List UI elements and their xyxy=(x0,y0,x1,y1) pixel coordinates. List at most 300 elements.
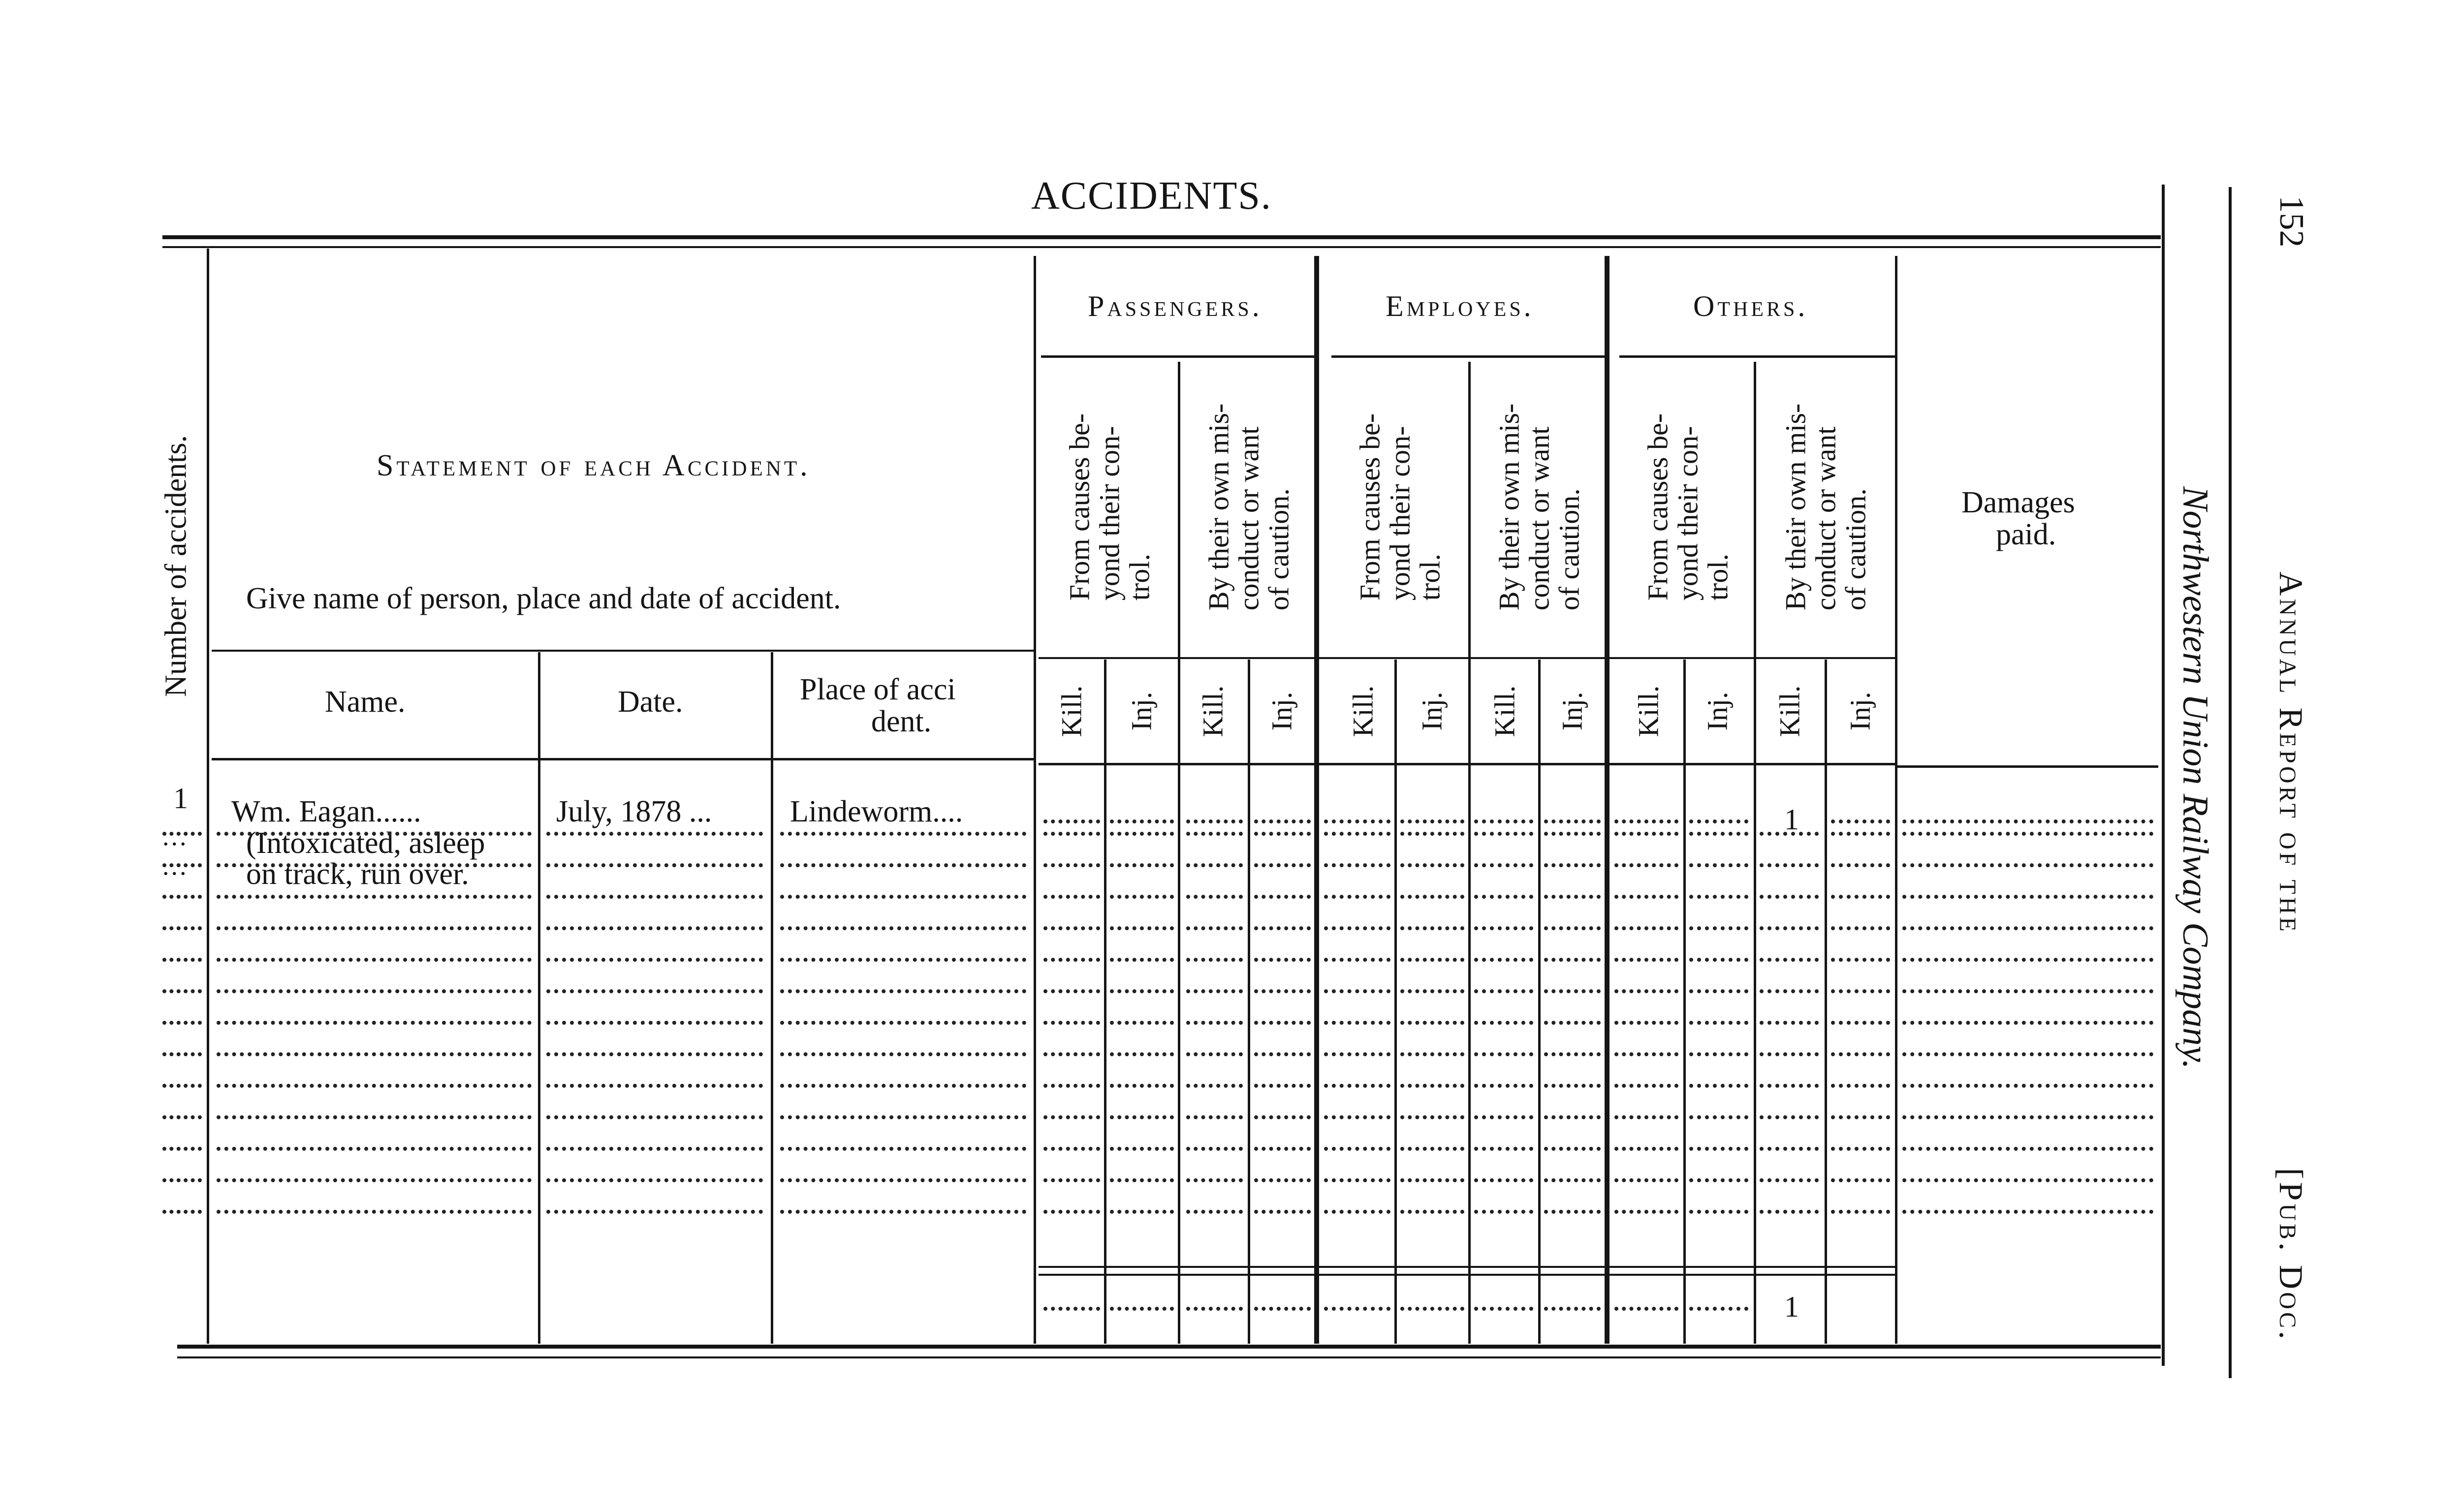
total-leader-dots xyxy=(1186,1307,1243,1311)
damages-header-1: Damages xyxy=(1961,486,2075,519)
leader-dots xyxy=(1186,1084,1243,1088)
leader-dots xyxy=(1474,863,1533,867)
leader-dots xyxy=(1110,819,1174,823)
leader-dots xyxy=(1110,832,1174,836)
leader-dots xyxy=(1831,926,1890,930)
leader-dots xyxy=(217,1115,532,1119)
leader-dots xyxy=(1474,989,1533,993)
leader-dots xyxy=(1760,863,1819,867)
leader-dots xyxy=(1254,926,1311,930)
oth-beyond-split xyxy=(1683,660,1686,1344)
leader-dots xyxy=(1474,1021,1533,1025)
leader-dots xyxy=(1254,1147,1311,1151)
leader-dots xyxy=(1110,1084,1174,1088)
leader-dots xyxy=(1760,1178,1819,1182)
leader-dots xyxy=(1110,895,1174,899)
cause-bottom-rule xyxy=(1039,657,1895,659)
statement-header: Statement of each Accident. xyxy=(377,449,811,482)
leader-dots xyxy=(780,1210,1026,1214)
leader-dots xyxy=(1043,895,1100,899)
leader-dots xyxy=(1902,863,2153,867)
leader-dots xyxy=(1689,926,1748,930)
divider-employes-end xyxy=(1605,256,1609,1344)
emp-beyond-split xyxy=(1394,660,1397,1344)
row-2-number: ... xyxy=(162,821,189,851)
leader-dots xyxy=(1544,958,1601,962)
row-3-name: on track, run over. xyxy=(246,857,469,891)
leader-dots xyxy=(1400,1210,1464,1214)
pub-doc: [Pub. Doc. xyxy=(2272,1168,2310,1342)
leader-dots xyxy=(1254,1084,1311,1088)
total-leader-dots xyxy=(1614,1307,1678,1311)
leader-dots xyxy=(1043,832,1100,836)
leader-dots xyxy=(1110,926,1174,930)
leader-dots xyxy=(217,895,532,899)
leader-dots xyxy=(546,989,763,993)
leader-dots xyxy=(1043,958,1100,962)
leader-dots xyxy=(1544,1084,1601,1088)
running-head: Annual Report of the xyxy=(2272,571,2310,935)
leader-dots xyxy=(162,989,202,993)
leader-dots xyxy=(1902,958,2153,962)
leader-dots xyxy=(1689,989,1748,993)
leader-dots xyxy=(1689,1052,1748,1056)
leader-dots xyxy=(1831,1178,1890,1182)
leader-dots xyxy=(162,832,202,836)
leader-dots xyxy=(1760,832,1819,836)
leader-dots xyxy=(1474,1210,1533,1214)
leader-dots xyxy=(1614,819,1678,823)
leader-dots xyxy=(1254,1115,1311,1119)
right-margin-rule-2 xyxy=(2229,187,2232,1378)
leader-dots xyxy=(1689,1084,1748,1088)
leader-dots xyxy=(1254,1178,1311,1182)
oth-beyond-header: From causes be- yond their con- trol. xyxy=(1641,413,1734,601)
emp-beyond-kill: Kill. xyxy=(1347,685,1379,737)
leader-dots xyxy=(546,926,763,930)
leader-dots xyxy=(162,863,202,867)
leader-dots xyxy=(1324,819,1390,823)
leader-dots xyxy=(1324,958,1390,962)
pass-own-header: By their own mis- conduct or want of caution. xyxy=(1202,403,1295,611)
leader-dots xyxy=(1186,926,1243,930)
leader-dots xyxy=(1186,832,1243,836)
leader-dots xyxy=(217,1178,532,1182)
emp-own-split xyxy=(1538,660,1541,1344)
leader-dots xyxy=(546,1210,763,1214)
leader-dots xyxy=(1254,895,1311,899)
leader-dots xyxy=(1324,832,1390,836)
leader-dots xyxy=(546,863,763,867)
leader-dots xyxy=(780,1052,1026,1056)
leader-dots xyxy=(1614,958,1678,962)
top-rule-thick xyxy=(162,235,2161,239)
leader-dots xyxy=(1544,1052,1601,1056)
leader-dots xyxy=(1902,1178,2153,1182)
leader-dots xyxy=(1474,895,1533,899)
leader-dots xyxy=(1831,819,1890,823)
leader-dots xyxy=(1400,989,1464,993)
col-date-header: Date. xyxy=(618,685,683,719)
leader-dots xyxy=(1110,1115,1174,1119)
leader-dots xyxy=(1544,1210,1601,1214)
leader-dots xyxy=(1689,1021,1748,1025)
leader-dots xyxy=(162,895,202,899)
pass-beyond-kill: Kill. xyxy=(1055,685,1088,737)
leader-dots xyxy=(1324,989,1390,993)
total-leader-dots xyxy=(1689,1307,1748,1311)
leader-dots xyxy=(1831,989,1890,993)
leader-dots xyxy=(1474,958,1533,962)
total-leader-dots xyxy=(1544,1307,1601,1311)
passengers-header: Passengers. xyxy=(1088,290,1262,322)
total-leader-dots xyxy=(1254,1307,1311,1311)
leader-dots xyxy=(1689,1210,1748,1214)
leader-dots xyxy=(162,1210,202,1214)
emp-own-header: By their own mis- conduct or want of caution. xyxy=(1493,403,1585,611)
oth-own-kill: Kill. xyxy=(1773,685,1806,737)
leader-dots xyxy=(1186,989,1243,993)
row-1-place: Lindeworm.... xyxy=(790,795,963,828)
leader-dots xyxy=(1760,1115,1819,1119)
divider-date-place xyxy=(771,652,773,1344)
leader-dots xyxy=(1110,1147,1174,1151)
leader-dots xyxy=(1400,819,1464,823)
leader-dots xyxy=(1400,1084,1464,1088)
row-1-name: Wm. Eagan...... xyxy=(231,795,421,828)
leader-dots xyxy=(1831,895,1890,899)
leader-dots xyxy=(1186,863,1243,867)
leader-dots xyxy=(1110,1210,1174,1214)
leader-dots xyxy=(1186,895,1243,899)
emp-own-kill: Kill. xyxy=(1488,685,1521,737)
leader-dots xyxy=(1254,1052,1311,1056)
others-header: Others. xyxy=(1693,290,1808,322)
leader-dots xyxy=(162,1052,202,1056)
leader-dots xyxy=(546,958,763,962)
leader-dots xyxy=(1902,926,2153,930)
leader-dots xyxy=(1614,832,1678,836)
leader-dots xyxy=(1110,1052,1174,1056)
leader-dots xyxy=(1902,832,2153,836)
leader-dots xyxy=(1760,989,1819,993)
leader-dots xyxy=(780,832,1026,836)
leader-dots xyxy=(1614,1021,1678,1025)
leader-dots xyxy=(1474,819,1533,823)
leader-dots xyxy=(1324,1147,1390,1151)
divider-statement-end xyxy=(1034,256,1036,1344)
leader-dots xyxy=(1614,1210,1678,1214)
leader-dots xyxy=(1474,1084,1533,1088)
leader-dots xyxy=(1043,1147,1100,1151)
total-leader-dots xyxy=(1400,1307,1464,1311)
leader-dots xyxy=(1400,1115,1464,1119)
leader-dots xyxy=(1614,989,1678,993)
leader-dots xyxy=(1689,1178,1748,1182)
leader-dots xyxy=(1400,863,1464,867)
leader-dots xyxy=(1689,958,1748,962)
damages-col-rule xyxy=(1897,765,2158,768)
leader-dots xyxy=(1544,989,1601,993)
pass-beyond-split xyxy=(1104,660,1106,1344)
row-3-number: ... xyxy=(162,851,189,881)
leader-dots xyxy=(1043,1115,1100,1119)
leader-dots xyxy=(1689,895,1748,899)
leader-dots xyxy=(1186,1147,1243,1151)
leader-dots xyxy=(1400,1147,1464,1151)
leader-dots xyxy=(1544,1178,1601,1182)
leader-dots xyxy=(217,1147,532,1151)
leader-dots xyxy=(1324,1115,1390,1119)
leader-dots xyxy=(162,1084,202,1088)
page-title: ACCIDENTS. xyxy=(1031,174,1272,218)
leader-dots xyxy=(217,1021,532,1025)
leader-dots xyxy=(1043,1178,1100,1182)
leader-dots xyxy=(1186,1115,1243,1119)
leader-dots xyxy=(1474,832,1533,836)
statement-sub-rule xyxy=(212,650,1034,652)
totals-rule-1 xyxy=(1039,1266,1895,1268)
leader-dots xyxy=(1831,832,1890,836)
leader-dots xyxy=(1831,863,1890,867)
leader-dots xyxy=(1186,1210,1243,1214)
leader-dots xyxy=(217,989,532,993)
leader-dots xyxy=(1902,1147,2153,1151)
leader-dots xyxy=(780,1021,1026,1025)
leader-dots xyxy=(1254,958,1311,962)
leader-dots xyxy=(217,1052,532,1056)
leader-dots xyxy=(1902,989,2153,993)
leader-dots xyxy=(780,958,1026,962)
leader-dots xyxy=(1614,926,1678,930)
leader-dots xyxy=(1110,989,1174,993)
leader-dots xyxy=(1186,1178,1243,1182)
leader-dots xyxy=(780,863,1026,867)
divider-number xyxy=(207,249,209,1344)
leader-dots xyxy=(162,1147,202,1151)
passengers-rule xyxy=(1041,355,1317,358)
leader-dots xyxy=(1186,819,1243,823)
leader-dots xyxy=(1043,1210,1100,1214)
leader-dots xyxy=(1400,895,1464,899)
leader-dots xyxy=(162,1021,202,1025)
leader-dots xyxy=(1760,1210,1819,1214)
leader-dots xyxy=(1324,926,1390,930)
leader-dots xyxy=(780,1084,1026,1088)
emp-own-inj: Inj. xyxy=(1556,692,1588,731)
leader-dots xyxy=(1689,863,1748,867)
leader-dots xyxy=(780,989,1026,993)
leader-dots xyxy=(1614,895,1678,899)
leader-dots xyxy=(1614,1084,1678,1088)
leader-dots xyxy=(1831,1210,1890,1214)
leader-dots xyxy=(1689,832,1748,836)
emp-cause-split xyxy=(1468,362,1471,1344)
leader-dots xyxy=(217,926,532,930)
pass-own-split xyxy=(1248,660,1250,1344)
leader-dots xyxy=(1902,895,2153,899)
leader-dots xyxy=(1324,1210,1390,1214)
leader-dots xyxy=(546,832,763,836)
leader-dots xyxy=(1400,1052,1464,1056)
leader-dots xyxy=(1614,1052,1678,1056)
leader-dots xyxy=(1614,1147,1678,1151)
oth-beyond-inj: Inj. xyxy=(1701,692,1734,731)
leader-dots xyxy=(1544,926,1601,930)
leader-dots xyxy=(1043,1084,1100,1088)
pass-own-kill: Kill. xyxy=(1197,685,1229,737)
leader-dots xyxy=(1689,819,1748,823)
leader-dots xyxy=(1760,1021,1819,1025)
leader-dots xyxy=(1614,863,1678,867)
leader-dots xyxy=(1474,926,1533,930)
total-others-own-kill: 1 xyxy=(1784,1291,1799,1323)
col-place-header-2: dent. xyxy=(871,705,932,738)
leader-dots xyxy=(546,1052,763,1056)
divider-others-end xyxy=(1895,256,1897,1344)
bottom-rule-thick xyxy=(177,1345,2161,1349)
leader-dots xyxy=(1760,1052,1819,1056)
leader-dots xyxy=(1831,1115,1890,1119)
leader-dots xyxy=(1254,1021,1311,1025)
leader-dots xyxy=(1110,863,1174,867)
oth-beyond-kill: Kill. xyxy=(1632,685,1665,737)
pass-own-inj: Inj. xyxy=(1265,692,1298,731)
leader-dots xyxy=(1043,1052,1100,1056)
leader-dots xyxy=(1324,895,1390,899)
leader-dots xyxy=(1544,895,1601,899)
pass-cause-split xyxy=(1178,362,1180,1344)
leader-dots xyxy=(1186,1052,1243,1056)
leader-dots xyxy=(1760,1147,1819,1151)
leader-dots xyxy=(546,1021,763,1025)
leader-dots xyxy=(1254,1210,1311,1214)
leader-dots xyxy=(1544,863,1601,867)
col-name-header: Name. xyxy=(325,685,406,719)
leader-dots xyxy=(780,926,1026,930)
right-margin-rule-1 xyxy=(2162,185,2165,1366)
emp-beyond-header: From causes be- yond their con- trol. xyxy=(1354,413,1446,601)
oth-own-split xyxy=(1825,660,1827,1344)
employes-header: Employes. xyxy=(1386,290,1534,322)
leader-dots xyxy=(1474,1115,1533,1119)
leader-dots xyxy=(1324,1052,1390,1056)
leader-dots xyxy=(1614,1115,1678,1119)
leader-dots xyxy=(780,1115,1026,1119)
divider-name-date xyxy=(538,652,540,1344)
bottom-rule-thin xyxy=(177,1356,2161,1358)
leader-dots xyxy=(1043,989,1100,993)
statement-instruction: Give name of person, place and date of accident. xyxy=(246,582,841,615)
leader-dots xyxy=(1544,1021,1601,1025)
leader-dots xyxy=(1760,895,1819,899)
leader-dots xyxy=(1689,1115,1748,1119)
leader-dots xyxy=(1902,819,2153,823)
emp-beyond-inj: Inj. xyxy=(1416,692,1448,731)
leader-dots xyxy=(1400,1021,1464,1025)
leader-dots xyxy=(1902,1115,2153,1119)
leader-dots xyxy=(1254,989,1311,993)
leader-dots xyxy=(546,1084,763,1088)
leader-dots xyxy=(1831,1084,1890,1088)
leader-dots xyxy=(780,1147,1026,1151)
oth-own-header: By their own mis- conduct or want of caution. xyxy=(1779,403,1872,611)
leader-dots xyxy=(1831,1021,1890,1025)
leader-dots xyxy=(217,1210,532,1214)
total-leader-dots xyxy=(1324,1307,1390,1311)
top-rule-thin xyxy=(162,246,2161,248)
leader-dots xyxy=(1043,819,1100,823)
leader-dots xyxy=(1400,958,1464,962)
leader-dots xyxy=(217,958,532,962)
col-place-header-1: Place of acci xyxy=(800,673,956,706)
damages-header-2: paid. xyxy=(1996,518,2056,551)
leader-dots xyxy=(1760,1084,1819,1088)
leader-dots xyxy=(1544,1115,1601,1119)
others-rule xyxy=(1619,355,1895,358)
leader-dots xyxy=(1110,958,1174,962)
leader-dots xyxy=(1043,1021,1100,1025)
leader-dots xyxy=(1614,1178,1678,1182)
leader-dots xyxy=(1474,1147,1533,1151)
leader-dots xyxy=(162,958,202,962)
employes-rule xyxy=(1331,355,1607,358)
oth-cause-split xyxy=(1754,362,1756,1344)
leader-dots xyxy=(1760,926,1819,930)
statement-col-rule xyxy=(212,758,1034,760)
totals-rule-2 xyxy=(1039,1274,1895,1276)
total-leader-dots xyxy=(1110,1307,1174,1311)
leader-dots xyxy=(1324,1021,1390,1025)
leader-dots xyxy=(1400,832,1464,836)
leader-dots xyxy=(1254,863,1311,867)
divider-passengers-end xyxy=(1314,256,1319,1344)
leader-dots xyxy=(1110,1021,1174,1025)
total-leader-dots xyxy=(1474,1307,1533,1311)
leader-dots xyxy=(1400,926,1464,930)
leader-dots xyxy=(1902,1084,2153,1088)
leader-dots xyxy=(217,1084,532,1088)
leader-dots xyxy=(1544,819,1601,823)
leader-dots xyxy=(1902,1210,2153,1214)
leader-dots xyxy=(780,1178,1026,1182)
leader-dots xyxy=(1400,1178,1464,1182)
row-1-number: 1 xyxy=(173,782,188,815)
leader-dots xyxy=(546,1147,763,1151)
leader-dots xyxy=(1324,863,1390,867)
leader-dots xyxy=(1254,819,1311,823)
leader-dots xyxy=(1324,1178,1390,1182)
leader-dots xyxy=(1043,863,1100,867)
leader-dots xyxy=(546,1178,763,1182)
leader-dots xyxy=(1760,958,1819,962)
leader-dots xyxy=(1902,1052,2153,1056)
leader-dots xyxy=(1254,832,1311,836)
row-1-date: July, 1878 ... xyxy=(556,795,712,828)
leader-dots xyxy=(1689,1147,1748,1151)
pass-beyond-header: From causes be- yond their con- trol. xyxy=(1063,413,1156,601)
leader-dots xyxy=(1831,958,1890,962)
oth-own-inj: Inj. xyxy=(1844,692,1876,731)
leader-dots xyxy=(1186,1021,1243,1025)
leader-dots xyxy=(546,895,763,899)
leader-dots xyxy=(1110,1178,1174,1182)
leader-dots xyxy=(1831,1147,1890,1151)
company-name: Northwestern Union Railway Company. xyxy=(2175,486,2215,1069)
leader-dots xyxy=(1544,1147,1601,1151)
leader-dots xyxy=(1324,1084,1390,1088)
pass-beyond-inj: Inj. xyxy=(1125,692,1158,731)
